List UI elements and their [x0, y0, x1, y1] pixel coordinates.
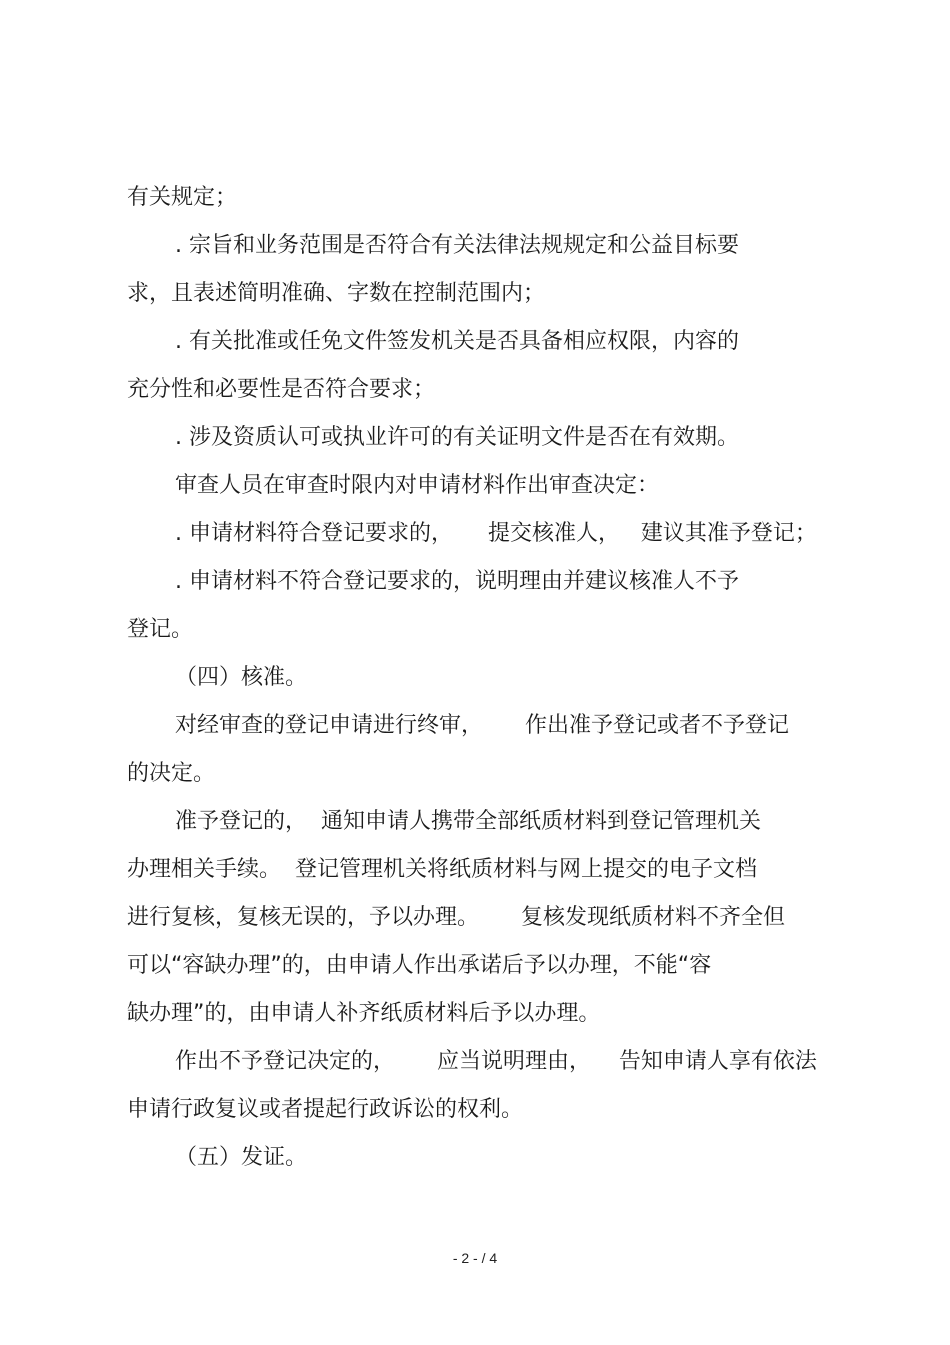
- paragraph-line: 充分性和必要性是否符合要求；: [127, 377, 436, 402]
- paragraph-line: . 申请材料符合登记要求的， 提交核准人， 建议其准予登记；: [175, 521, 817, 546]
- paragraph-line: 申请行政复议或者提起行政诉讼的权利。: [127, 1097, 524, 1122]
- paragraph-line: . 宗旨和业务范围是否符合有关法律法规规定和公益目标要: [175, 233, 739, 258]
- section-heading: （四）核准。: [175, 665, 308, 690]
- paragraph-line: . 有关批准或任免文件签发机关是否具备相应权限，内容的: [175, 329, 739, 354]
- paragraph-line: 办理相关手续。 登记管理机关将纸质材料与网上提交的电子文档: [127, 857, 757, 882]
- page-number: - 2 - / 4: [452, 1250, 498, 1266]
- paragraph-line: 有关规定；: [127, 185, 238, 210]
- paragraph-line: 登记。: [127, 617, 194, 642]
- paragraph-line: 的决定。: [127, 761, 216, 786]
- paragraph-line: 作出不予登记决定的， 应当说明理由， 告知申请人享有依法: [175, 1049, 817, 1074]
- paragraph-line: 缺办理”的，由申请人补齐纸质材料后予以办理。: [127, 1001, 601, 1026]
- paragraph-line: 审查人员在审查时限内对申请材料作出审查决定：: [175, 473, 660, 498]
- paragraph-line: 准予登记的， 通知申请人携带全部纸质材料到登记管理机关: [175, 809, 761, 834]
- paragraph-line: 进行复核，复核无误的，予以办理。 复核发现纸质材料不齐全但: [127, 905, 785, 930]
- paragraph-line: . 申请材料不符合登记要求的，说明理由并建议核准人不予: [175, 569, 739, 594]
- section-heading: （五）发证。: [175, 1145, 308, 1170]
- paragraph-line: 求，且表述简明准确、字数在控制范围内；: [127, 281, 546, 306]
- paragraph-line: . 涉及资质认可或执业许可的有关证明文件是否在有效期。: [175, 425, 739, 450]
- paragraph-line: 可以“容缺办理”的，由申请人作出承诺后予以办理，不能“容: [127, 953, 712, 978]
- paragraph-line: 对经审查的登记申请进行终审， 作出准予登记或者不予登记: [175, 713, 789, 738]
